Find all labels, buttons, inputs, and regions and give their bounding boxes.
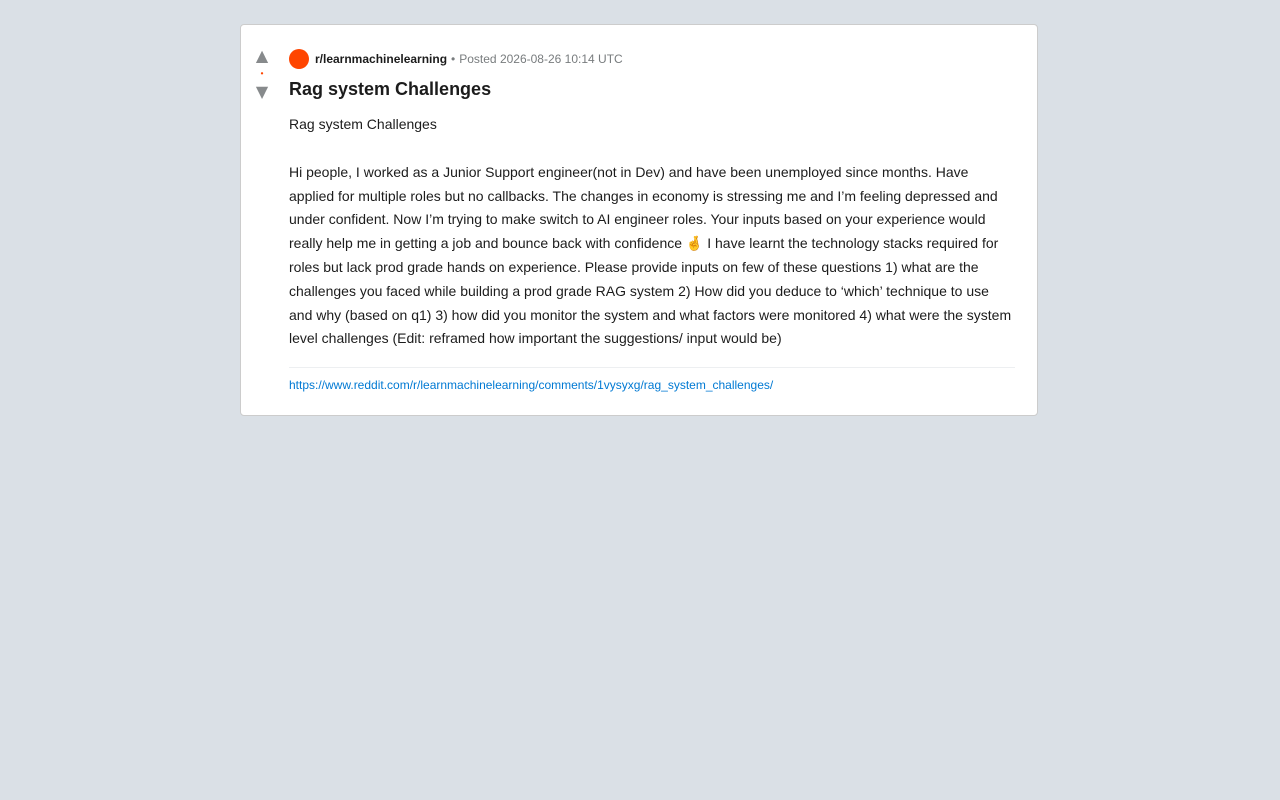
vote-score: •: [260, 69, 264, 78]
posted-timestamp: Posted 2026-08-26 10:14 UTC: [459, 52, 623, 66]
subreddit-link[interactable]: r/learnmachinelearning: [315, 52, 448, 66]
post-meta: [289, 49, 1015, 69]
post-body-paragraph: Hi people, I worked as a Junior Support engineer(not in Dev) and have been unemployed since months. Have applied for multiple roles but no callbacks. The changes in economy is stressing me and I’m feeling depressed and under confident. Now I’m trying to make switch to AI engineer roles. Your inputs based on your experience would really help me in getting a job and bounce back with confidence 🤞 I have learnt the technology stacks required for roles but lack prod grade hands on experience. Please provide inputs on few of these questions 1) what are the challenges you faced while building a prod grade RAG system 2) How did you deduce to ‘which’ technique to use and why (based on q1) 3) how did you monitor the system and what factors were monitored 4) what were the system level challenges (Edit: reframed how important the suggestions/ input would be): [289, 163, 1012, 347]
downvote-icon[interactable]: ▼: [255, 82, 269, 101]
post-title[interactable]: Rag system Challenges: [289, 79, 492, 99]
post-body: [289, 113, 1015, 351]
permalink-link[interactable]: https://www.reddit.com/r/learnmachinelearning/comments/1vysyxg/rag_system_challenges/: [289, 378, 774, 393]
post-card: [240, 24, 1038, 416]
vote-column: [251, 47, 273, 101]
meta-separator: •: [451, 52, 456, 66]
post-content: [289, 49, 1015, 394]
post-body-paragraph: Rag system Challenges: [289, 116, 437, 132]
upvote-icon[interactable]: ▲: [255, 46, 269, 65]
divider: [289, 367, 1015, 368]
subreddit-avatar[interactable]: [289, 49, 309, 69]
